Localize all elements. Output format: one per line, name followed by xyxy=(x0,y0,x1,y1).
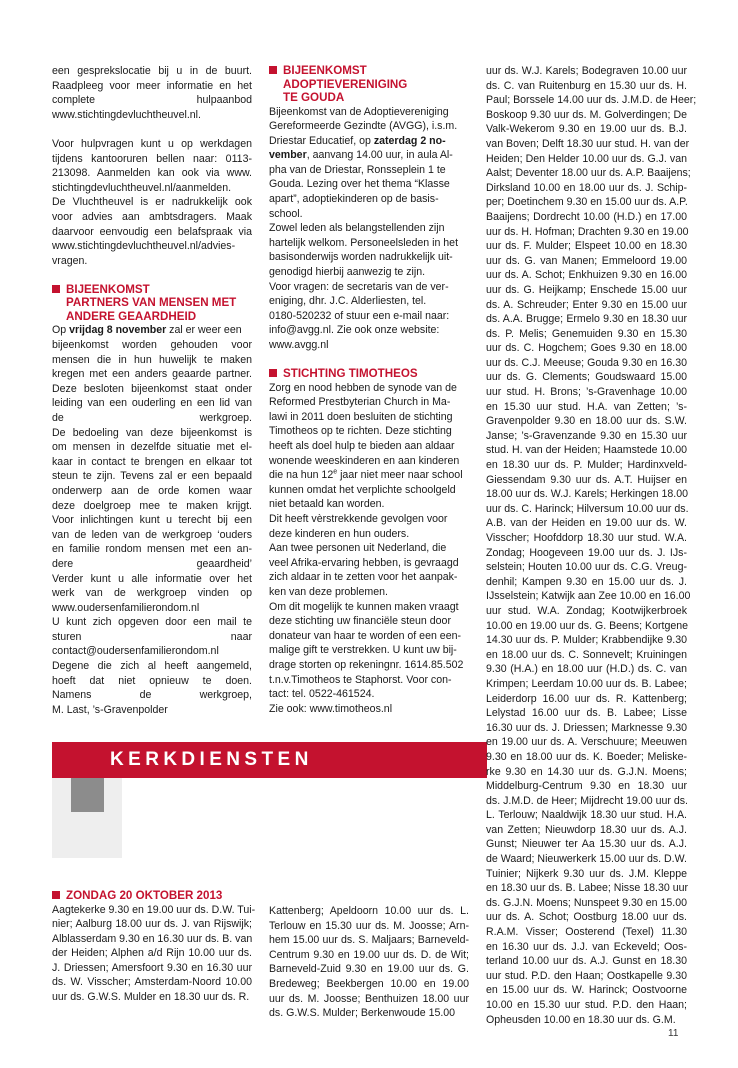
heading-line: ANDERE GEAARDHEID xyxy=(66,309,197,323)
text-line: hartelijk welkom. Personeelsleden in het xyxy=(269,236,459,249)
text-line: ds. G.J.N. Moens; Nunspeet 9.30 en 15.00 xyxy=(486,896,687,909)
text-line: ds. A. Schreuder; Enter 9.30 en 15.00 uur xyxy=(486,298,687,311)
text-line: IJsselstein; Katwijk aan Zee 10.00 en 16.00 xyxy=(486,590,691,603)
text-line: 0180-520232 of stuur een e-mail naar: xyxy=(269,309,450,322)
text-line: Om dit mogelijk te kunnen maken vraagt xyxy=(269,600,459,613)
text-line: Zorg en nood hebben de synode van de xyxy=(269,381,457,394)
text-line: denhil; Kampen 9.30 en 15.00 uur ds. J. xyxy=(486,575,687,588)
text-line: school. xyxy=(269,207,303,220)
text-line: Paul; Borssele 14.00 uur ds. J.M.D. de Heer; xyxy=(486,94,697,107)
text-line: malige gift te verstrekken. U kunt uw bij- xyxy=(269,644,457,657)
text-line: 9.30 (H.A.) en 18.00 uur (H.D.) ds. C. van xyxy=(486,663,687,676)
event-date-part1: zaterdag 2 no- xyxy=(373,134,446,147)
text-line: De bedoeling van deze bijeenkomst is xyxy=(52,426,252,439)
text-line: drage storten op rekeningnr. 1614.85.502 xyxy=(269,658,464,671)
column-middle xyxy=(269,64,469,716)
text-line: kregen met een anders geaarde partner. xyxy=(52,368,252,381)
text: , aanvang 14.00 uur, in aula Al- xyxy=(306,149,453,162)
text-line: 10.00 en 15.30 uur stud. P.D. den Haan; xyxy=(486,999,687,1011)
paragraph-kerkdiensten-continued xyxy=(486,64,697,1027)
column-middle-bottom xyxy=(269,904,469,1021)
paragraph-kerkdiensten-middle xyxy=(269,904,469,1021)
text-line: daarvoor eenvoudig een belafspraak via xyxy=(52,225,252,238)
text-line: 213098. Aanmelden kan ook via www. xyxy=(52,167,252,180)
text-line: Zie ook: www.timotheos.nl xyxy=(269,702,393,715)
text-line: ds. W. Visscher; Amsterdam-Noord 10.00 xyxy=(52,976,252,989)
text-line: een gesprekslocatie bij u in de buurt. xyxy=(52,65,252,77)
text-line: Alblasserdam 9.30 en 16.30 uur ds. B. van xyxy=(52,932,253,945)
text-line: en 16.30 uur ds. J.J. van Eckeveld; Oos- xyxy=(486,940,687,953)
text-line: basisonderwijs worden nadrukkelijk uit- xyxy=(269,251,453,264)
text-line: U kunt zich opgeven door een mail te xyxy=(52,616,252,629)
paragraph-vluchtheuvel-contact xyxy=(52,137,252,268)
text-line: werk van de werkgroep vinden op xyxy=(52,587,252,600)
text-line: uur ds. F. Mulder; Elspeet 10.00 en 18.30 xyxy=(486,240,687,253)
text-line: Boskoop 9.30 uur ds. M. Golverdingen; De xyxy=(486,108,687,121)
text-line: hoeft dat niet opnieuw te doen. xyxy=(52,674,252,687)
text-line: Gravenpolder 9.30 en 18.00 uur ds. S.W. xyxy=(486,415,687,428)
heading-line: BIJEENKOMST xyxy=(283,64,367,77)
text-line: uur ds. A. Schot; Enkhuizen 9.30 en 16.00 xyxy=(486,269,687,282)
text-line: heeft als doel hulp te bieden aan aldaar xyxy=(269,440,455,453)
text: Op xyxy=(52,324,70,337)
text-line: apart”, adoptiekinderen op de basis- xyxy=(269,193,439,206)
text-line: en familie rondom mensen met een an- xyxy=(52,543,252,556)
text-line: L. Terlouw; Naaldwijk 18.30 uur stud. H.A. xyxy=(486,809,687,822)
text-line: terland 10.00 uur ds. A.J. Gunst en 18.30 xyxy=(486,955,687,968)
text: die na hun 12 xyxy=(269,469,334,482)
text-line: www.oudersenfamilierondom.nl xyxy=(52,601,200,614)
text-line: genodigd hierbij aanwezig te zijn. xyxy=(269,266,426,279)
text-line: Centrum 9.30 en 19.00 uur ds. D. de Wit; xyxy=(269,948,469,961)
text: zal er weer een xyxy=(166,324,242,337)
text-line: onderwerp aan de orde komen waar xyxy=(52,484,252,497)
text-line: 16.30 uur ds. J. Driessen; Marknesse 9.30 xyxy=(486,721,687,734)
heading-adoptievereniging xyxy=(269,64,469,105)
text-line: pha van de Driestar, Ronsseplein 1 te xyxy=(269,163,446,176)
text-line: uur ds. W.J. Karels; Bodegraven 10.00 uur xyxy=(486,65,687,77)
text-line: lawi in 2011 doen besluiten de stichting xyxy=(269,410,453,423)
text-line: en 15.00 uur ds. W. Harinck; Oostvoorne xyxy=(486,984,687,997)
text-line: Krimpen; Leerdam 10.00 uur ds. B. Labee; xyxy=(486,677,687,690)
text-line: uur ds. G. van Manen; Emmeloord 19.00 xyxy=(486,254,687,267)
text-line: Valk-Wekerom 9.30 en 19.00 uur ds. B.J. xyxy=(486,123,687,136)
text-line: Leiderdorp 16.00 uur ds. R. Kattenberg; xyxy=(486,692,687,705)
text-line: 18.00 uur ds. W.J. Karels; Herkingen 18.00 xyxy=(486,488,688,501)
text-line: Lelystad 16.00 uur ds. B. Labee; Lisse xyxy=(486,707,687,720)
text-line: Deze besloten bijeenkomst staat onder xyxy=(52,382,252,395)
paragraph-kerkdiensten-start xyxy=(52,903,256,1005)
text-line: A.B. van der Heiden en 19.00 uur ds. W. xyxy=(486,517,687,530)
text-line: Bredeweg; Beekbergen 10.00 en 19.00 xyxy=(269,977,469,990)
text-line: Aan twee personen uit Nederland, die xyxy=(269,542,447,555)
text-line: Giessendam 9.30 uur ds. A.T. Huijser en xyxy=(486,473,687,486)
text-line: der Heiden; Alphen a/d Rijn 10.00 uur ds. xyxy=(52,947,252,960)
heading-square-icon xyxy=(269,369,277,377)
text-line: Voor vragen: de secretaris van de ver- xyxy=(269,280,449,293)
text-line: ds. J.M.D. de Heer; Mijdrecht 19.00 uur ds. xyxy=(486,794,688,807)
text-line: dere geaardheid’ xyxy=(52,557,252,570)
text-line: uur stud. P.D. den Haan; Oostkapelle 9.30 xyxy=(486,969,687,982)
text-line: deze doelgroep mee te maken krijgt. xyxy=(52,499,252,512)
column-left-bottom xyxy=(52,889,256,1005)
text-line: uur ds. G. Heijkamp; Enschede 15.00 uur xyxy=(486,283,687,296)
text-line: Baaijens; Dordrecht 10.00 (H.D.) en 17.00 xyxy=(486,210,687,223)
text-line: zich aldaar in te zetten voor het aanpak- xyxy=(269,571,458,584)
text-line: uur ds. M. Joosse; Benthuizen 18.00 uur xyxy=(269,992,469,1005)
text-line: Zondag; Hoogeveen 19.00 uur ds. J. IJs- xyxy=(486,546,687,559)
text-line: Voor hulpvragen kunt u op werkdagen xyxy=(52,137,252,150)
text-line: Gereformeerde Gezindte (AVGG), i.s.m. xyxy=(269,120,458,133)
text-line: info@avgg.nl. Zie ook onze website: xyxy=(269,324,440,337)
text-line: Heiden; Den Helder 10.00 uur ds. G.J. van xyxy=(486,152,687,165)
text-line: kaar in contact te brengen en elkaar tot xyxy=(52,455,252,468)
text-line: kunnen omdat het verplichte schoolgeld xyxy=(269,483,456,496)
text-line: vragen. xyxy=(52,254,88,267)
text-line: Gunst; Nieuwer ter Aa 15.30 uur ds. A.J. xyxy=(486,838,687,851)
page-number: 11 xyxy=(668,1028,679,1039)
text-line: en 18.30 uur ds. P. Mulder; Hardinxveld- xyxy=(486,459,687,472)
superscript: e xyxy=(333,468,338,476)
heading-line: BIJEENKOMST xyxy=(66,282,150,296)
text-line: stichtingdevluchtheuvel.nl/aanmelden. xyxy=(52,181,232,194)
text-line: deze stichting uw financiële steun door xyxy=(269,615,451,628)
heading-zondag-date xyxy=(52,889,252,903)
text-line: R.A.M. Visser; Oosterend (Texel) 11.30 xyxy=(486,926,687,939)
text-line: uur ds. H. Hofman; Drachten 9.30 en 19.00 xyxy=(486,225,689,238)
text-line: uur stud. H. Brons; ’s-Gravenhage 10.00 xyxy=(486,386,687,399)
text-line: mensen die in hun huwelijk te maken xyxy=(52,353,252,366)
text-line: Verder kunt u alle informatie over het xyxy=(52,572,252,585)
text-line: bijeenkomst worden gehouden voor xyxy=(52,339,252,351)
event-date: vrijdag 8 november xyxy=(69,324,167,337)
text-line: de Waard; Nieuwerkerk 15.00 uur ds. D.W. xyxy=(486,853,687,866)
paragraph-partners-body xyxy=(52,338,252,717)
text-line: donateur van haar te worden of een een- xyxy=(269,629,462,642)
text-line: Voor inlichtingen kunt u terecht bij een xyxy=(52,514,252,527)
text-line: en 19.00 uur ds. A. Verschuure; Meeuwen xyxy=(486,736,687,749)
text-line: Bijeenkomst van de Adoptievereniging xyxy=(269,105,449,118)
text-line: M. Last, ’s-Gravenpolder xyxy=(52,703,168,716)
text-line: Janse; ’s-Gravenzande 9.30 en 15.30 uur xyxy=(486,429,687,442)
text-line: uur ds. C.J. Meeuse; Gouda 9.30 en 16.30 xyxy=(486,356,687,369)
paragraph-partners-date xyxy=(52,323,252,338)
text-line: www.avgg.nl xyxy=(269,339,329,351)
text-line: De Vluchtheuvel is er nadrukkelijk ook xyxy=(52,196,252,209)
kerkdiensten-title: KERKDIENSTEN xyxy=(110,749,313,770)
text-line: eniging, dhr. J.C. Alderliesten, tel. xyxy=(269,295,427,308)
paragraph-timotheos xyxy=(269,381,469,717)
text-line: Driestar Educatief, op xyxy=(269,134,374,147)
paragraph-adoptie xyxy=(269,105,469,353)
text-line: Raadpleeg voor meer informatie en het xyxy=(52,79,252,92)
text-line: Dirksland 10.00 en 18.00 uur ds. J. Schip- xyxy=(486,181,687,194)
column-left xyxy=(52,64,252,717)
text-line: Aagtekerke 9.30 en 19.00 uur ds. D.W. Tui- xyxy=(52,903,256,916)
text-line: uur ds. C. Hogchem; Goes 9.30 en 18.00 xyxy=(486,342,687,355)
heading-line: STICHTING TIMOTHEOS xyxy=(283,367,418,381)
heading-square-icon xyxy=(269,66,277,74)
text-line: 10.00 en 19.00 uur ds. G. Beens; Kortgene xyxy=(486,619,689,632)
text-line: deze kinderen en hun ouders. xyxy=(269,527,410,540)
text-line: uur stud. W.A. Zondag; Kootwijkerbroek xyxy=(486,604,687,617)
text: jaar niet meer naar school xyxy=(337,469,463,482)
text-line: Kattenberg; Apeldoorn 10.00 uur ds. L. xyxy=(269,905,469,917)
text-line: ds. C. van Ruitenburg en 15.30 uur ds. H. xyxy=(486,79,687,92)
text-line: Dit heeft vèrstrekkende gevolgen voor xyxy=(269,513,448,526)
text-line: en 18.30 uur ds. B. Labee; Nisse 18.30 uur xyxy=(486,882,689,895)
text-line: nier; Aalburg 18.00 uur ds. J. van Rijswijk; xyxy=(52,918,252,931)
text-line: Barneveld-Zuid 9.30 en 19.00 uur ds. G. xyxy=(269,963,469,976)
text-line: Opheusden 10.00 en 18.30 uur ds. G.M. xyxy=(486,1013,676,1026)
text-line: uur ds. G.W.S. Mulder en 18.30 uur ds. R. xyxy=(52,991,250,1004)
text-line: selstein; Houten 10.00 uur ds. C.G. Vreug- xyxy=(486,561,687,574)
text-line: leiding van een ouderling en een lid van xyxy=(52,397,252,410)
heading-line: TE GOUDA xyxy=(283,91,345,104)
heading-square-icon xyxy=(52,891,60,899)
text-line: voor advies aan ambtsdragers. Maak xyxy=(52,210,252,223)
text-line: www.stichtingdevluchtheuvel.nl/advies- xyxy=(52,240,236,253)
text-line: Visscher; Hoofddorp 18.30 uur stud. W.A. xyxy=(486,532,687,544)
text-line: steun te zijn. Tevens zal er een bepaald xyxy=(52,470,252,483)
text-line: van Boven; Delft 18.30 uur stud. H. van der xyxy=(486,137,690,150)
text-line: Namens de werkgroep, xyxy=(52,689,252,702)
text-line: ken van deze problemen. xyxy=(269,586,388,598)
text-line: uur ds. G. Clements; Goudswaard 15.00 xyxy=(486,371,687,384)
text-line: Aalst; Deventer 18.00 uur ds. A.P. Baaijens; xyxy=(486,167,691,180)
heading-timotheos xyxy=(269,367,469,381)
text-line: uur ds. A. Schot; Oostburg 18.00 uur ds. xyxy=(486,911,687,924)
text-line: niet betaald kan worden. xyxy=(269,498,385,511)
heading-line: PARTNERS VAN MENSEN MET xyxy=(66,296,237,310)
text-line: Timotheos op te richten. Deze stichting xyxy=(269,425,452,438)
text-line: tact: tel. 0522-461524. xyxy=(269,688,375,701)
text-line: Reformed Prestbyterian Church in Ma- xyxy=(269,396,451,409)
text-line: 9.30 en 18.00 uur ds. K. Boeder; Meliske- xyxy=(486,750,687,763)
text-line: www.stichtingdevluchtheuvel.nl. xyxy=(52,108,201,121)
text-line: ds. G.W.S. Mulder; Berkenwoude 15.00 xyxy=(269,1007,456,1020)
text-line: Degene die zich al heeft aangemeld, xyxy=(52,660,252,673)
text-line: veel Afrika-ervaring hebben, is gevraagd xyxy=(269,556,459,569)
text-line: uur ds. C. Harinck; Hilversum 10.00 uur ds. xyxy=(486,502,689,515)
text-line: van Zetten; Nieuwdorp 18.30 uur ds. A.J. xyxy=(486,823,687,836)
text-line: t.n.v.Timotheos te Staphorst. Voor con- xyxy=(269,673,452,686)
text-line: complete hulpaanbod xyxy=(52,94,252,107)
text-line: Tuinier; Nijkerk 9.30 uur ds. J.M. Kleppe xyxy=(486,867,687,880)
text-line: tijdens kantooruren bellen naar: 0113- xyxy=(52,152,252,165)
text-line: rke 9.30 en 14.30 uur ds. G.J.N. Moens; xyxy=(486,765,687,778)
text-line: sturen naar xyxy=(52,630,252,643)
text-line: de werkgroep. xyxy=(52,411,252,424)
text-line: en 15.30 uur stud. H.A. van Zetten; ’s- xyxy=(486,400,687,413)
text-line: contact@oudersenfamilierondom.nl xyxy=(52,645,219,658)
heading-square-icon xyxy=(52,285,60,293)
text-line: hem 15.00 uur ds. S. Maljaars; Barneveld- xyxy=(269,934,469,947)
text-line: Middelburg-Centrum 9.30 en 18.30 uur xyxy=(486,780,687,793)
event-date-part2: vember xyxy=(269,149,307,162)
text-line: stud. H. van der Heiden; Haamstede 10.00 xyxy=(486,444,687,457)
text-line: en 18.00 uur ds. C. Sonnevelt; Kruiningen xyxy=(486,648,687,661)
text-line: ds. A.A. Brugge; Ermelo 9.30 en 18.30 uur xyxy=(486,313,687,326)
column-right xyxy=(486,64,697,1027)
heading-bijeenkomst-partners xyxy=(52,283,252,324)
paragraph-vluchtheuvel-intro xyxy=(52,64,252,122)
text-line: J. Driessen; Amersfoort 9.30 en 16.30 uur xyxy=(52,961,252,974)
text-line: Gouda. Lezing over het thema “Klasse xyxy=(269,178,450,191)
text-line: Terlouw en 15.30 uur ds. M. Joosse; Arn- xyxy=(269,919,469,932)
text-line: wonende weeskinderen en aan kinderen xyxy=(269,454,460,467)
text-line: per; Doetinchem 9.30 en 15.00 uur ds. A.P. xyxy=(486,196,688,209)
decor-grey-square xyxy=(71,778,104,812)
heading-line: ZONDAG 20 OKTOBER 2013 xyxy=(66,889,223,902)
text-line: Zowel leden als belangstellenden zijn xyxy=(269,222,445,235)
heading-line: ADOPTIEVERENIGING xyxy=(283,77,408,91)
text-line: 14.30 uur ds. P. Mulder; Krabbendijke 9.30 xyxy=(486,634,687,647)
text-line: ds. P. Melis; Genemuiden 9.30 en 15.30 xyxy=(486,327,687,340)
text-line: van de leden van de werkgroep ‘ouders xyxy=(52,528,252,541)
text-line: om mensen in dezelfde situatie met el- xyxy=(52,441,252,454)
